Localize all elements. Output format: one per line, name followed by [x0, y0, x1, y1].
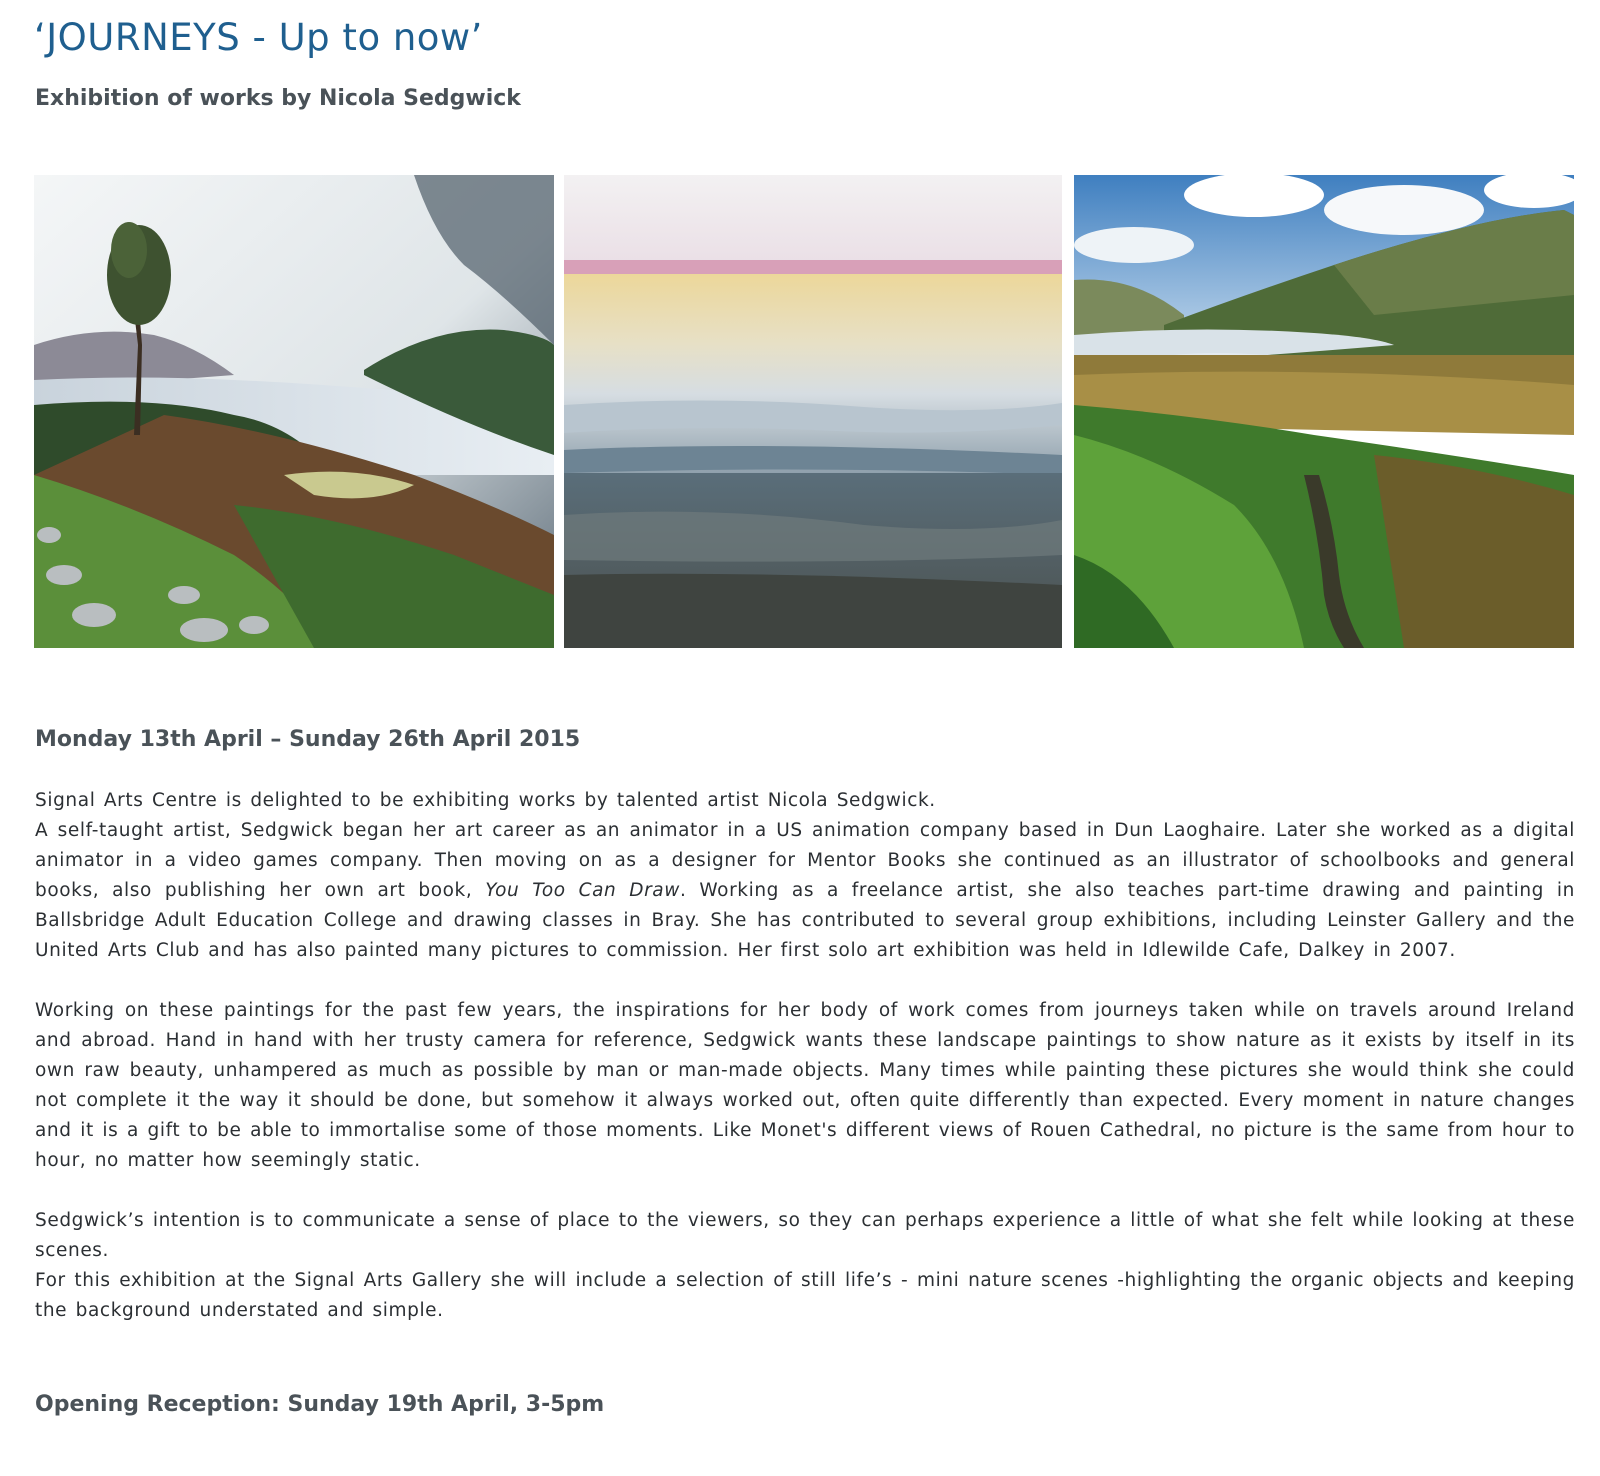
exhibition-description	[35, 786, 1575, 1326]
seascape-painting	[564, 175, 1062, 648]
painting-gallery	[34, 175, 1574, 648]
page-title: ‘JOURNEYS - Up to now’	[34, 16, 483, 59]
page-subtitle: Exhibition of works by Nicola Sedgwick	[35, 86, 521, 111]
still-life-sentence: For this exhibition at the Signal Arts Gallery she will include a selection of still life’s - mini nature scenes -highlighting the organic objects and keeping the background understated and simple.	[35, 1270, 1575, 1321]
biography-text-start: A self-taught artist, Sedgwick began her art career as an animator in a US animation company based in Dun Laoghaire. Later she worked as a digital animator in a video games company. Then moving on as a designer for Mentor Books she continued as an illustrator of schoolbooks and general books, also publishing her own art book,	[35, 820, 1575, 901]
exhibition-dates: Monday 13th April – Sunday 26th April 2015	[35, 727, 581, 752]
book-title: You Too Can Draw	[485, 880, 680, 901]
mountain-bog-painting	[1074, 175, 1574, 648]
inspiration-paragraph: Working on these paintings for the past few years, the inspirations for her body of work comes from journeys taken while on travels around Ireland and abroad. Hand in hand with her trusty camera for reference, Sedgwick wants these landscape paintings to show nature as it exists by itself in its own raw beauty, unhampered as much as possible by man or man-made objects. Many times while painting these pictures she would think she could not complete it the way it should be done, but somehow it always worked out, often quite differently than expected. Every moment in nature changes and it is a gift to be able to immortalise some of those moments. Like Monet's different views of Rouen Cathedral, no picture is the same from hour to hour, no matter how seemingly static.	[35, 1000, 1575, 1171]
biography-text-end: . Working as a freelance artist, she also teaches part-time drawing and painting in Ballsbridge Adult Education College and drawing classes in Bray. She has contributed to several group exhibitions, including Leinster Gallery and the United Arts Club and has also painted many pictures to commission. Her first solo art exhibition was held in Idlewilde Cafe, Dalkey in 2007.	[35, 880, 1575, 961]
intention-sentence: Sedgwick’s intention is to communicate a sense of place to the viewers, so they can perhaps experience a little of what she felt while looking at these scenes.	[35, 1210, 1575, 1261]
opening-reception: Opening Reception: Sunday 19th April, 3-5pm	[35, 1392, 605, 1417]
artist-biography	[35, 816, 1575, 966]
intro-sentence: Signal Arts Centre is delighted to be exhibiting works by talented artist Nicola Sedgwick.	[35, 790, 936, 811]
lake-with-tree-painting	[34, 175, 554, 648]
